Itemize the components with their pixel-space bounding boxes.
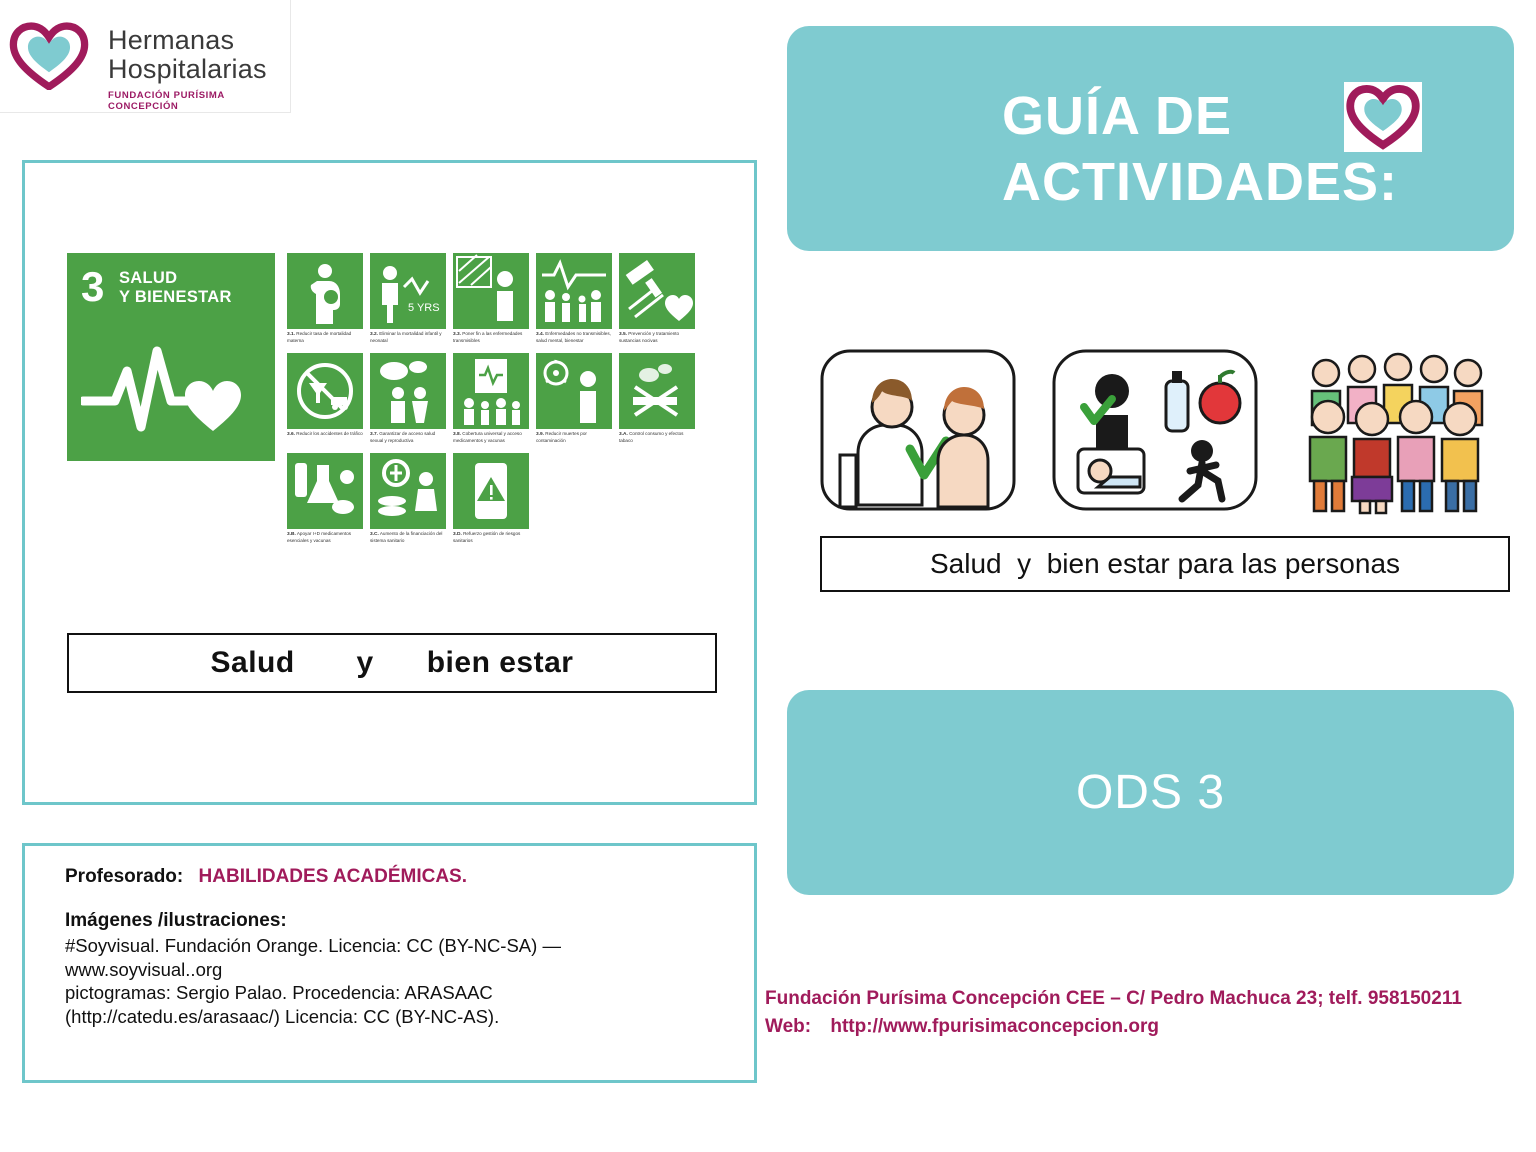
page-title: GUÍA DE ACTIVIDADES: <box>1002 86 1399 212</box>
sdg-title-line2: Y BIENESTAR <box>119 287 232 306</box>
pregnant-woman-icon <box>287 253 363 329</box>
doctor-patient-check-icon <box>818 345 1018 515</box>
sdg-target <box>453 253 529 347</box>
sdg-panel <box>22 160 757 805</box>
images-credit-colon: : <box>280 910 287 931</box>
sdg-target-caption: 3.D. Refuerzo gestión de riesgos sanitarios <box>453 531 521 543</box>
sdg-target-caption: 3.B. Apoyar I+D medicamentos esenciales y vacunas <box>287 531 352 543</box>
sdg-title-line1: SALUD <box>119 269 178 287</box>
images-credit-heading <box>65 910 714 932</box>
teacher-value: HABILIDADES ACADÉMICAS. <box>198 866 467 887</box>
sdg-target <box>453 353 529 447</box>
sdg-target <box>287 253 363 347</box>
sdg-target <box>287 353 363 447</box>
ods-panel <box>787 690 1514 895</box>
footer <box>765 985 1535 1040</box>
syringe-bottle-icon <box>619 253 695 329</box>
brand-logo-block <box>0 0 291 113</box>
family-heartbeat-icon <box>536 253 612 329</box>
sdg-target-caption: 3.1. Reducir tasa de mortalidad materna <box>287 331 352 343</box>
images-credit-body <box>65 934 714 1029</box>
pictogram-row <box>800 345 1500 530</box>
sdg-target <box>453 453 529 547</box>
funding-nurse-icon <box>370 453 446 529</box>
images-credit-label: Imágenes /ilustraciones <box>65 910 281 931</box>
sdg-target-caption: 3.6. Reducir los accidentes de tráfico <box>287 431 363 437</box>
sdg-target <box>370 353 446 447</box>
sdg-target-caption: 3.4. Enfermedades no transmisibles, salud mental, bienestar <box>536 331 611 343</box>
teacher-label: Profesorado: <box>65 866 184 887</box>
sdg-target-caption: 3.5. Prevención y tratamiento sustancias nocivas <box>619 331 680 343</box>
sdg-target <box>536 253 612 347</box>
infection-icon <box>453 253 529 329</box>
sdg-target-caption: 3.7. Garantizar de acceso salud sexual y reproductiva <box>370 431 436 443</box>
sdg-target-caption: 3.C. Aumento de la financiación del sistema sanitario <box>370 531 443 543</box>
sdg-target <box>370 453 446 547</box>
couple-talk-icon <box>370 353 446 429</box>
sdg-graphic <box>67 253 717 563</box>
guide-title-panel <box>787 26 1514 251</box>
right-caption-box <box>820 536 1510 592</box>
sdg-target <box>287 453 363 547</box>
group-of-people-icon <box>1300 345 1495 515</box>
footer-web-label: Web: <box>765 1015 812 1037</box>
svg-text:5 YRS: 5 YRS <box>408 302 440 314</box>
heart-logo-icon <box>8 22 90 90</box>
sdg-target-empty <box>619 453 695 547</box>
sdg-target-empty <box>536 453 612 547</box>
left-caption-box <box>67 633 717 693</box>
heart-logo-icon <box>1344 82 1422 152</box>
sdg-target-row <box>287 353 717 447</box>
no-drink-drive-icon <box>287 353 363 429</box>
sdg-target <box>536 353 612 447</box>
no-smoking-icon <box>619 353 695 429</box>
lab-flask-pill-icon <box>287 453 363 529</box>
sdg-target-caption: 3.3. Poner fin a las enfermedades transmisibles <box>453 331 523 343</box>
footer-web-url[interactable]: http://www.fpurisimaconcepcion.org <box>830 1015 1160 1037</box>
sdg-target-caption: 3.9. Reducir muertes por contaminación <box>536 431 587 443</box>
credits-panel <box>22 843 757 1083</box>
sdg-number: 3 <box>81 263 105 310</box>
teacher-line <box>65 866 714 888</box>
sdg-target-caption: 3.2. Eliminar la mortalidad infantil y neonatal <box>370 331 442 343</box>
credit-line: pictogramas: Sergio Palao. Procedencia: ARASAAC <box>65 982 493 1004</box>
credit-line: #Soyvisual. Fundación Orange. Licencia: CC (BY-NC-SA) — <box>65 935 561 956</box>
sdg-target <box>619 353 695 447</box>
footer-address: Fundación Purísima Concepción CEE – C/ Pedro Machuca 23; telf. 958150211 <box>765 988 1462 1009</box>
left-caption-text: Salud y bien estar <box>210 646 574 679</box>
brand-logo-text <box>108 26 290 112</box>
sdg-target-row <box>287 453 717 547</box>
alert-phone-icon <box>453 453 529 529</box>
ods-label: ODS 3 <box>1075 766 1226 819</box>
credit-line: (http://catedu.es/arasaac/) Licencia: CC (BY-NC-AS). <box>65 1006 500 1028</box>
sdg-target-caption: 3.A. Control consumo y efectos tabaco <box>619 431 684 443</box>
footer-web <box>765 1013 1535 1041</box>
child-5yrs-icon <box>370 253 446 329</box>
sdg-main-tile <box>67 253 275 461</box>
sdg-target-caption: 3.8. Cobertura universal y acceso medicamentos y vacunas <box>453 431 522 443</box>
brand-foundation-subtitle: FUNDACIÓN PURÍSIMA CONCEPCIÓN <box>108 90 225 113</box>
credit-line: www.soyvisual..org <box>65 958 223 980</box>
biohazard-person-icon <box>536 353 612 429</box>
healthy-habits-icon <box>1050 345 1260 515</box>
document-family-icon <box>453 353 529 429</box>
brand-name-line2: Hospitalarias <box>108 54 267 85</box>
heartbeat-icon <box>81 331 261 446</box>
sdg-target <box>619 253 695 347</box>
brand-name-line1: Hermanas <box>108 25 235 55</box>
sdg-target-row <box>287 253 717 347</box>
sdg-title <box>119 269 232 307</box>
right-caption-text: Salud y bien estar para las personas <box>929 548 1401 579</box>
sdg-target <box>370 253 446 347</box>
sdg-targets-grid <box>287 253 717 553</box>
